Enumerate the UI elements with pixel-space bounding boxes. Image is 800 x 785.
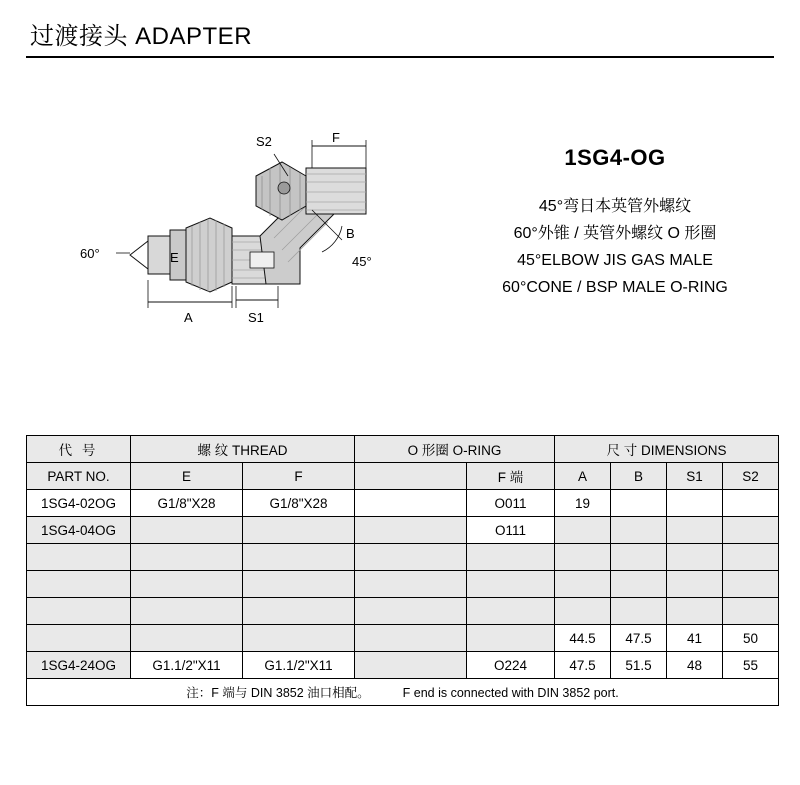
cell-s1: 41 [667, 625, 723, 652]
table-row [27, 571, 779, 598]
cell-e: G1/8"X28 [131, 490, 243, 517]
cell-f [243, 544, 355, 571]
cell-f [243, 517, 355, 544]
cell-oring-blank [355, 652, 467, 679]
header-divider [26, 56, 774, 58]
cell-b [611, 544, 667, 571]
cell-s1 [667, 571, 723, 598]
spec-line-2: 60°外锥 / 英管外螺纹 O 形圈 [513, 225, 717, 242]
header-thread: 螺 纹 THREAD [131, 436, 355, 463]
table-row [27, 625, 779, 652]
cell-a: 44.5 [555, 625, 611, 652]
spec-line-4: 60°CONE / BSP MALE O-RING [502, 279, 728, 296]
label-f: F [332, 130, 340, 145]
cell-b [611, 490, 667, 517]
cell-s2 [723, 517, 779, 544]
cell-b: 47.5 [611, 625, 667, 652]
table-row [27, 517, 779, 544]
cell-f-end: O224 [467, 652, 555, 679]
cell-part-no: 1SG4-04OG [27, 517, 131, 544]
cell-a [555, 544, 611, 571]
cell-oring-blank [355, 625, 467, 652]
table-header-row-1 [27, 436, 779, 463]
label-angle-45: 45° [352, 254, 372, 269]
header-dimensions: 尺 寸 DIMENSIONS [555, 436, 779, 463]
label-angle-60: 60° [80, 246, 100, 261]
parts-table-body [27, 490, 779, 706]
cell-a [555, 598, 611, 625]
cell-s2 [723, 598, 779, 625]
table-note-row [27, 679, 779, 706]
cell-b [611, 571, 667, 598]
label-s1: S1 [248, 310, 264, 325]
table-row [27, 598, 779, 625]
header-s1: S1 [667, 463, 723, 490]
header-oring-blank [355, 463, 467, 490]
parts-table [26, 435, 779, 706]
cell-oring-blank [355, 571, 467, 598]
label-b: B [346, 226, 355, 241]
cell-s2: 55 [723, 652, 779, 679]
page-header [0, 14, 800, 60]
cell-part-no: 1SG4-24OG [27, 652, 131, 679]
cell-a: 19 [555, 490, 611, 517]
cell-f-end [467, 544, 555, 571]
cell-f-end: O111 [467, 517, 555, 544]
cell-f: G1.1/2"X11 [243, 652, 355, 679]
cell-f [243, 571, 355, 598]
header-b: B [611, 463, 667, 490]
label-s2: S2 [256, 134, 272, 149]
cell-oring-blank [355, 544, 467, 571]
cell-part-no: 1SG4-02OG [27, 490, 131, 517]
cell-oring-blank [355, 517, 467, 544]
header-s2: S2 [723, 463, 779, 490]
cell-e [131, 625, 243, 652]
cell-b [611, 598, 667, 625]
header-a: A [555, 463, 611, 490]
cell-part-no [27, 625, 131, 652]
header-f: F [243, 463, 355, 490]
cell-f-end [467, 571, 555, 598]
cell-s1 [667, 490, 723, 517]
page-title: 过渡接头 ADAPTER [30, 23, 253, 50]
cell-s2 [723, 571, 779, 598]
cell-s1 [667, 544, 723, 571]
cell-a: 47.5 [555, 652, 611, 679]
cell-e [131, 517, 243, 544]
cell-b: 51.5 [611, 652, 667, 679]
cell-e: G1.1/2"X11 [131, 652, 243, 679]
label-a: A [184, 310, 193, 325]
cell-oring-blank [355, 598, 467, 625]
cell-f-end: O011 [467, 490, 555, 517]
cell-e [131, 571, 243, 598]
spec-line-1: 45°弯日本英管外螺纹 [538, 198, 692, 215]
label-e: E [170, 250, 179, 265]
cell-f-end [467, 598, 555, 625]
cell-f: G1/8"X28 [243, 490, 355, 517]
cell-part-no [27, 598, 131, 625]
header-e: E [131, 463, 243, 490]
model-number: 1SG4-OG [564, 145, 666, 170]
cell-s2 [723, 490, 779, 517]
cell-e [131, 598, 243, 625]
product-drawing [60, 110, 440, 340]
cell-s1 [667, 517, 723, 544]
cell-a [555, 571, 611, 598]
cell-f [243, 625, 355, 652]
parts-table-wrapper [26, 435, 774, 706]
note-en: F end is connected with DIN 3852 port. [402, 686, 619, 700]
header-part-no: PART NO. [27, 463, 131, 490]
cell-oring-blank [355, 490, 467, 517]
table-note-cell [27, 679, 779, 706]
cell-s1 [667, 598, 723, 625]
header-oring: O 形圈 O-RING [355, 436, 555, 463]
cell-f-end [467, 625, 555, 652]
table-row [27, 652, 779, 679]
header-code: 代 号 [27, 436, 131, 463]
cell-part-no [27, 571, 131, 598]
table-header-row-2 [27, 463, 779, 490]
cell-part-no [27, 544, 131, 571]
spec-block [455, 145, 775, 301]
table-row [27, 544, 779, 571]
adapter-diagram [60, 110, 440, 340]
header-f-end: F 端 [467, 463, 555, 490]
cell-s1: 48 [667, 652, 723, 679]
cell-s2: 50 [723, 625, 779, 652]
cell-s2 [723, 544, 779, 571]
note-cn: 注：F 端与 DIN 3852 油口相配。 [186, 686, 370, 700]
cell-e [131, 544, 243, 571]
spec-line-3: 45°ELBOW JIS GAS MALE [517, 252, 713, 269]
cell-b [611, 517, 667, 544]
cell-f [243, 598, 355, 625]
table-row [27, 490, 779, 517]
cell-a [555, 517, 611, 544]
